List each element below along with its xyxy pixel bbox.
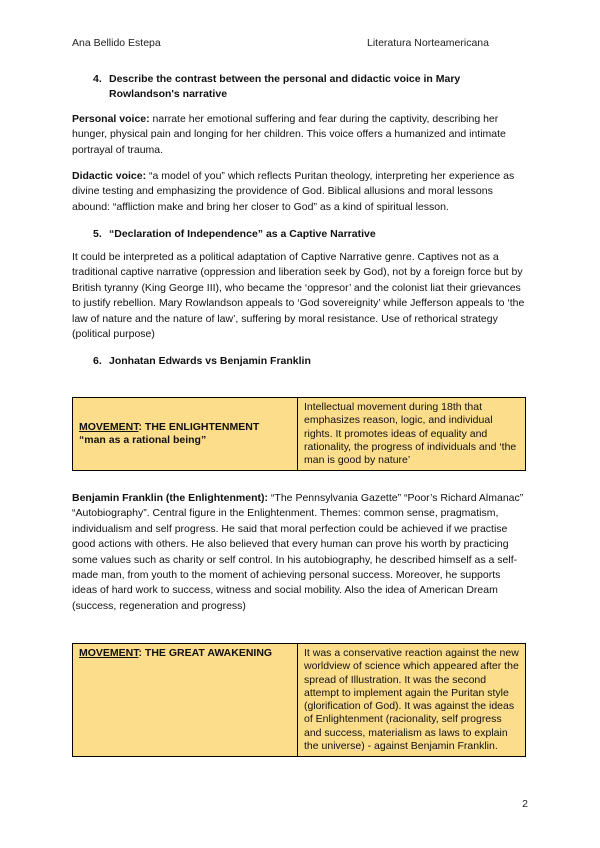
- franklin-paragraph: [72, 491, 528, 614]
- didactic-voice-text: “a model of you” which reflects Puritan theology, interpreting her experience as divine testing and emphasizing the providence of God. Biblical allusions and moral lessons abound: “affliction make and bring her closer to God” as a kind of spiritual lesson.: [72, 170, 515, 213]
- enlightenment-row: [73, 398, 526, 471]
- franklin-label: Benjamin Franklin (the Enlightenment):: [72, 492, 269, 504]
- enlightenment-movement-cell: [73, 398, 298, 471]
- didactic-voice-label: Didactic voice:: [72, 170, 147, 182]
- question-6-title: Jonhatan Edwards vs Benjamin Franklin: [109, 355, 311, 367]
- great-awakening-description: It was a conservative reaction against the new worldview of science which appeared after the spread of Illustration. It was the second attempt to implement again the Puritan style (glorification of God). It was against the ideas of Enlightenment (racionality, self progress and success, materialism as laws to explain the universe) - against Benjamin Franklin.: [298, 644, 526, 757]
- enlightenment-movement-label: MOVEMENT: [79, 420, 139, 433]
- question-5-number: 5.: [93, 228, 102, 240]
- didactic-voice-paragraph: [72, 169, 528, 215]
- great-awakening-row: [73, 644, 526, 757]
- great-awakening-table: [72, 643, 526, 757]
- page-number: 2: [522, 798, 528, 810]
- enlightenment-table: [72, 397, 526, 471]
- enlightenment-subtitle: “man as a rational being”: [79, 434, 207, 447]
- enlightenment-description: Intellectual movement during 18th that emphasizes reason, logic, and individual rights. It promotes ideas of equality and rationality, the progress of individuals and ‘the man is good by nature’: [298, 398, 526, 471]
- enlightenment-movement-name: : THE ENLIGHTENMENT: [138, 420, 260, 433]
- question-4-title: Describe the contrast between the personal and didactic voice in Mary Rowlandson's narrative: [109, 73, 461, 100]
- great-awakening-movement-name: : THE GREAT AWAKENING: [138, 647, 273, 659]
- great-awakening-movement-cell: [73, 644, 298, 757]
- great-awakening-movement-label: MOVEMENT: [79, 647, 139, 659]
- question-5-title: “Declaration of Independence” as a Captive Narrative: [109, 228, 376, 240]
- question-4-heading: [93, 72, 513, 102]
- question-4-number: 4.: [93, 73, 102, 85]
- personal-voice-text: narrate her emotional suffering and fear during the captivity, describing her hunger, physical pain and longing for her children. This voice offers a humanized and intimate portrayal of trauma.: [72, 113, 506, 156]
- question-6-number: 6.: [93, 355, 102, 367]
- question-5-heading: [93, 227, 513, 242]
- question-6-heading: [93, 354, 513, 369]
- declaration-paragraph: It could be interpreted as a political adaptation of Captive Narrative genre. Captives not as a traditional captive narrative (oppression and liberation seek by God), not by a foreign force but by British tyranny (King George III), who became the ‘oppresor’ and the colonist liat their grievances to justify rebellion. Mary Rowlandson appeals to ‘God sovereignity’ while Jefferson appeals to ‘the law of nature and the nature of law’, suffering by moral resistance. Use of rethorical strategy (political purpose): [72, 251, 525, 341]
- header-author: Ana Bellido Estepa: [72, 37, 161, 49]
- header-course: Literatura Norteamericana: [367, 37, 489, 49]
- personal-voice-label: Personal voice:: [72, 113, 150, 125]
- personal-voice-paragraph: [72, 112, 528, 158]
- franklin-text: “The Pennsylvania Gazette” “Poor’s Richard Almanac” “Autobiography”. Central figure in the Enlightenment. Themes: common sense, pragmatism, individualism and self progress. He said that moral perfection could be achieved if we practise good actions with others. He also believed that every human can prove his worth by practicing some values such as charity or self control. In his autobiography, he described himself as a self-made man, from youth to the moment of achieving personal success. Moreover, he supports ideas of hard work to success, witness and social mobility. Also the idea of American Dream (success, regeneration and progress): [72, 492, 524, 612]
